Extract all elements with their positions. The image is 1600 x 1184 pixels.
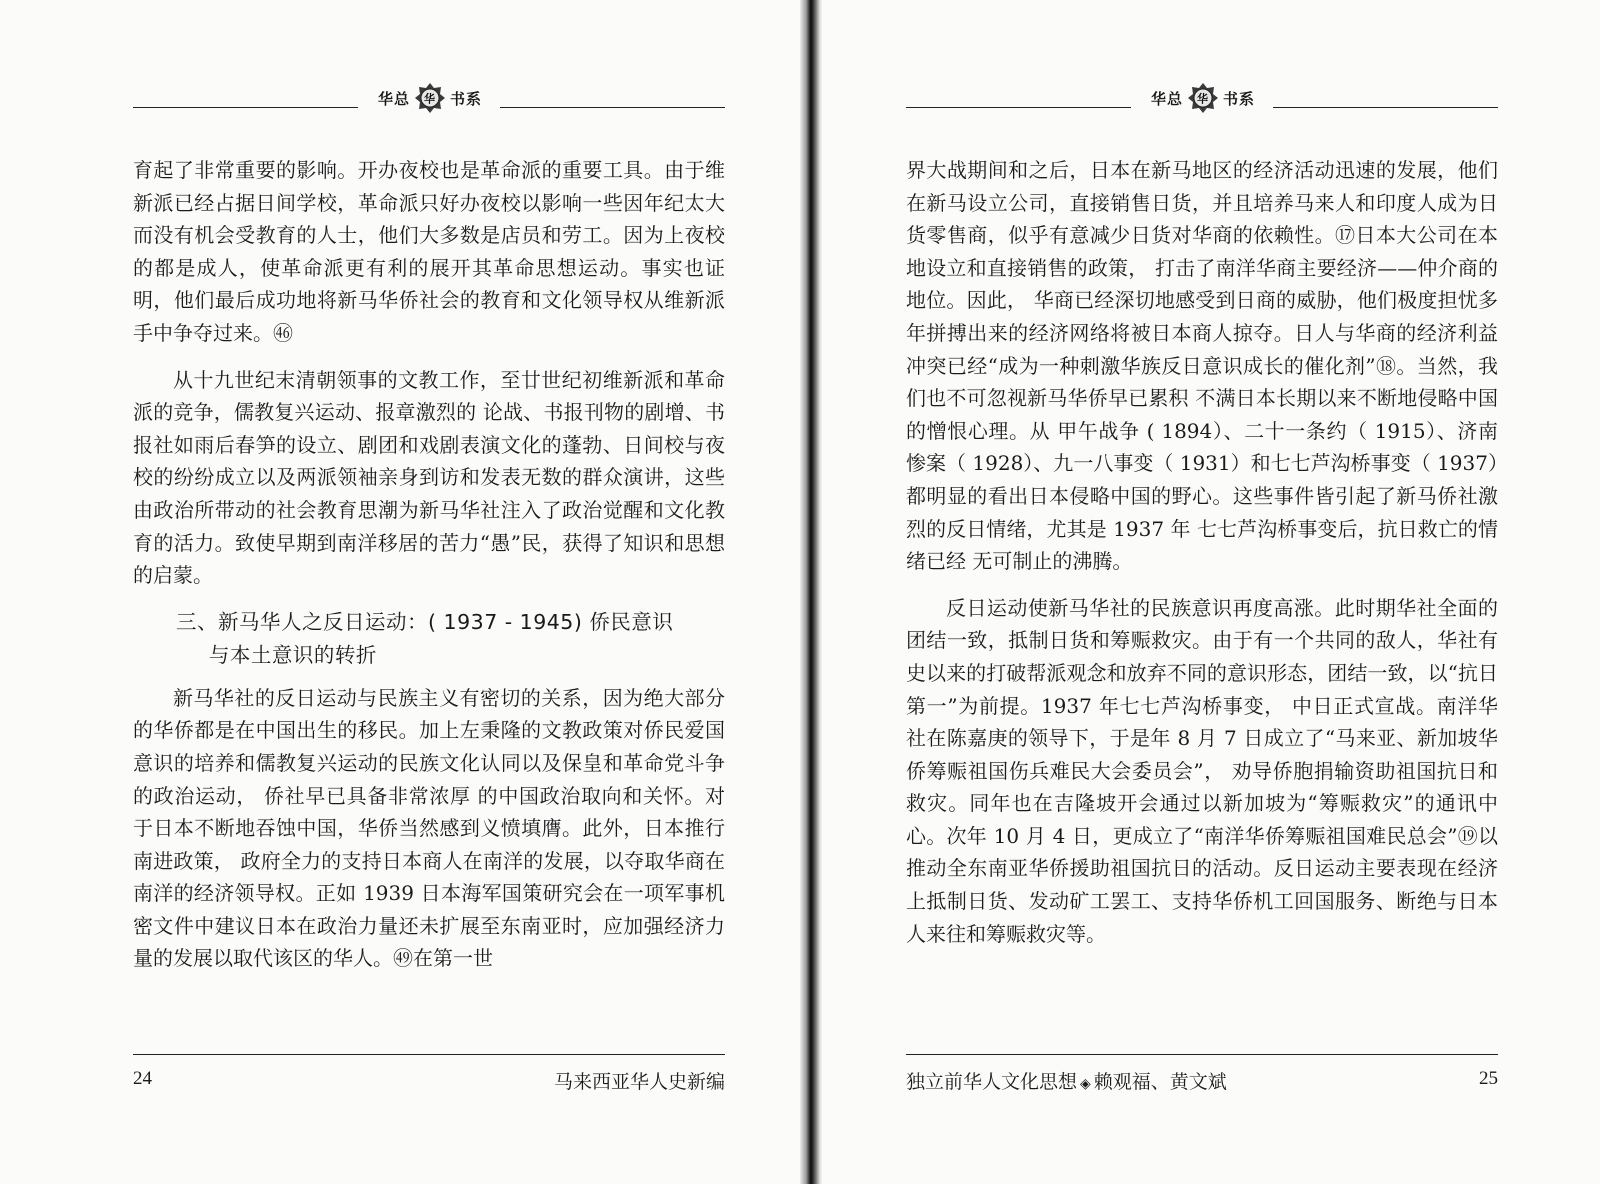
right-page	[812, 0, 1600, 1184]
paragraph: 从十九世纪末清朝领事的文教工作，至廿世纪初维新派和革命派的竞争，儒教复兴运动、报章激烈的 论战、书报刊物的剧增、书报社如雨后春笋的设立、剧团和戏剧表演文化的蓬勃、日间校与夜校的纷纷成立以及两派领袖亲身到访和发表无数的群众演讲，这些由政治所带动的社会教育思潮为新马华社注入了政治觉醒和文化教育的活力。致使早期到南洋移居的苦力“愚”民，获得了知识和思想的启蒙。	[133, 367, 725, 588]
footer-rule	[906, 1054, 1498, 1055]
series-emblem-label: 华	[1197, 92, 1209, 106]
series-title	[1128, 82, 1278, 114]
diamond-icon: ◈	[1080, 1076, 1091, 1092]
chapter-authors: 赖观福、黄文斌	[1093, 1071, 1227, 1093]
right-running-header	[906, 80, 1498, 114]
header-rule-right	[1273, 107, 1498, 108]
series-emblem-label: 华	[424, 92, 436, 106]
section-heading-line2: 与本土意识的转折	[208, 642, 377, 667]
paragraph: 反日运动使新马华社的民族意识再度高涨。此时期华社全面的团结一致，抵制日货和筹赈救灾。由于有一个共同的敌人，华社有史以来的打破帮派观念和放弃不同的意识形态，团结一致，以“抗日第一”为前提。1937 年七七芦沟桥事变， 中日正式宣战。南洋华社在陈嘉庚的领导下，于是年 8 月 7 日成立了“马来亚、新加坡华侨筹赈祖国伤兵难民大会委员会”， 劝导侨胞捐输资助祖国抗日和救灾。同年也在吉隆坡开会通过以新加坡为“筹赈救灾”的通讯中心。次年 10 月 4 日，更成立了“南洋华侨筹赈祖国难民总会”⑲以推动全东南亚华侨援助祖国抗日的活动。反日运动主要表现在经济上抵制日货、发动矿工罢工、支持华侨机工回国服务、断绝与日本 人来往和筹赈救灾等。	[906, 595, 1498, 946]
right-running-footer	[906, 1054, 1498, 1096]
left-running-footer	[133, 1054, 725, 1096]
page-number: 25	[1479, 1068, 1498, 1089]
series-title-left: 华总	[377, 90, 410, 108]
left-body-text	[133, 154, 725, 989]
series-title	[355, 82, 505, 114]
section-heading-line1: 三、新马华人之反日运动：( 1937 - 1945) 侨民意识	[176, 609, 674, 634]
section-heading	[133, 606, 725, 672]
series-title-left: 华总	[1150, 90, 1183, 108]
series-emblem-icon	[414, 82, 446, 114]
header-rule-left	[906, 107, 1131, 108]
right-body-text	[906, 154, 1498, 964]
paragraph: 新马华社的反日运动与民族主义有密切的关系，因为绝大部分的华侨都是在中国出生的移民。加上左秉隆的文教政策对侨民爱国意识的培养和儒教复兴运动的民族文化认同以及保皇和革命党斗争的政治运动， 侨社早已具备非常浓厚 的中国政治取向和关怀。对于日本不断地吞蚀中国，华侨当然感到义愤填膺。此外，日本推行南进政策， 政府全力的支持日本商人在南洋的发展，以夺取华商在南洋的经济领导权。正如 1939 日本海军国策研究会在一项军事机密文件中建议日本在政治力量还未扩展至东南亚时，应加强经济力量的发展以取代该区的华人。㊾在第一世	[133, 685, 725, 971]
series-emblem-icon	[1187, 82, 1219, 114]
header-rule-right	[500, 107, 725, 108]
series-title-right: 书系	[450, 90, 483, 108]
paragraph: 界大战期间和之后，日本在新马地区的经济活动迅速的发展，他们在新马设立公司，直接销售日货，并且培养马来人和印度人成为日货零售商，似乎有意减少日货对华商的依赖性。⑰日本大公司在本地设立和直接销售的政策， 打击了南洋华商主要经济——仲介商的地位。因此， 华商已经深切地感受到日商的威胁，他们极度担忧多年拼搏出来的经济网络将被日本商人掠夺。日人与华商的经济利益冲突已经“成为一种刺激华族反日意识成长的催化剂”⑱。当然，我们也不可忽视新马华侨早已累积 不满日本长期以来不断地侵略中国的憎恨心理。从 甲午战争 ( 1894）、二十一条约（ 1915）、济南惨案（ 1928）、九一八事变（ 1931）和七七芦沟桥事变（ 1937）都明显的看出日本侵略中国的野心。这些事件皆引起了新马侨社激烈的反日情绪，尤其是 1937 年 七七芦沟桥事变后，抗日救亡的情绪已经 无可制止的沸腾。	[906, 158, 1498, 574]
header-rule-left	[133, 107, 358, 108]
series-title-right: 书系	[1223, 90, 1256, 108]
page-number: 24	[133, 1068, 152, 1089]
chapter-title-text: 独立前华人文化思想	[906, 1071, 1078, 1093]
chapter-title	[906, 1067, 1227, 1094]
footer-rule	[133, 1054, 725, 1055]
book-title: 马来西亚华人史新编	[553, 1071, 725, 1093]
paragraph: 育起了非常重要的影响。开办夜校也是革命派的重要工具。由于维新派已经占据日间学校，革命派只好办夜校以影响一些因年纪太大而没有机会受教育的人士，他们大多数是店员和劳工。因为上夜校的都是成人，使革命派更有利的展开其革命思想运动。事实也证明，他们最后成功地将新马华侨社会的教育和文化领导权从维新派手中争夺过来。㊻	[133, 158, 725, 345]
left-running-header	[133, 80, 725, 114]
